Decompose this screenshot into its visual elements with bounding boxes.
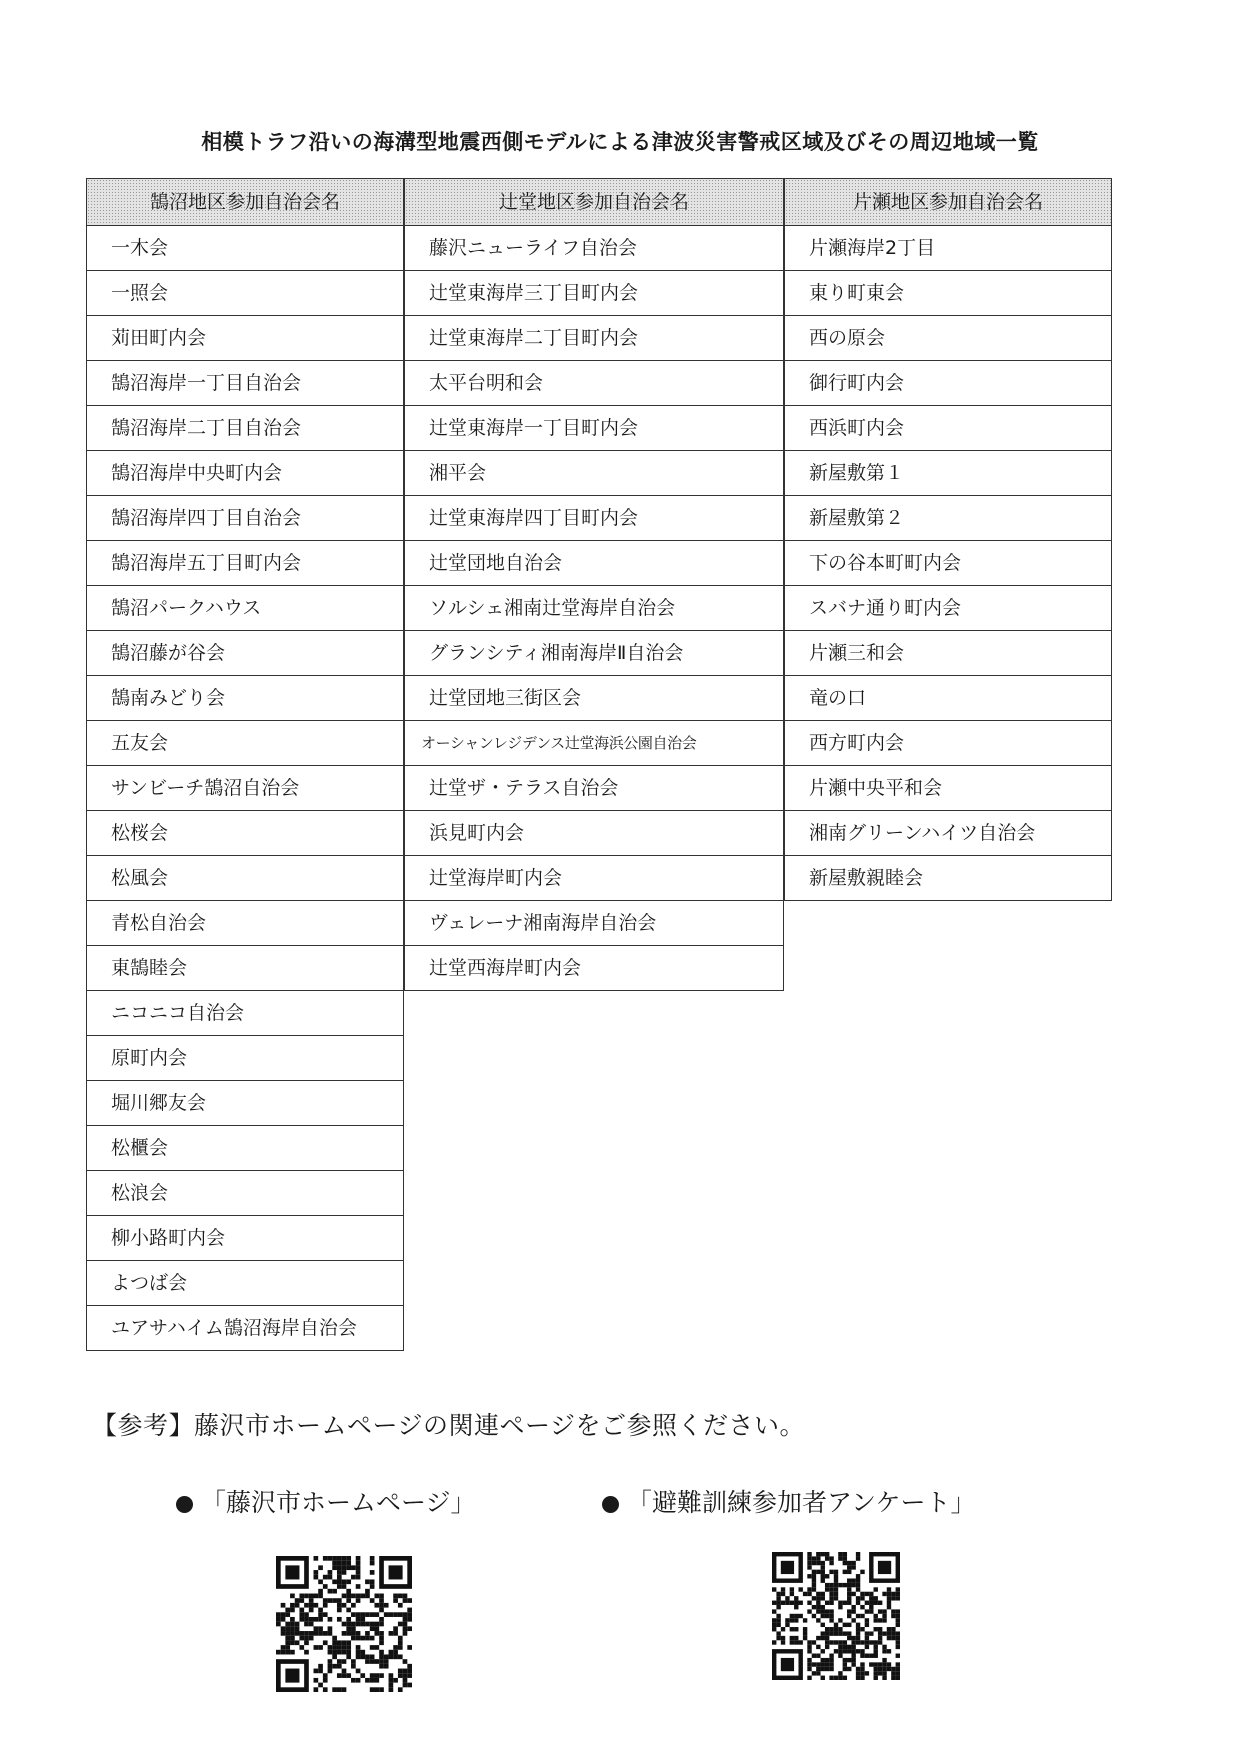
table-cell: 辻堂ザ・テラス自治会 (405, 766, 783, 811)
table-cell: 松浪会 (87, 1171, 403, 1216)
column-header: 片瀬地区参加自治会名 (785, 178, 1111, 226)
column-katase (784, 178, 1112, 901)
table-cell: 片瀬海岸2丁目 (785, 226, 1111, 271)
table-cell: 東鵠睦会 (87, 946, 403, 991)
reference-note: 【参考】藤沢市ホームページの関連ページをご参照ください。 (92, 1411, 806, 1440)
link-fujisawa-homepage[interactable] (176, 1483, 476, 1519)
table-cell: 御行町内会 (785, 361, 1111, 406)
table-cell: 西方町内会 (785, 721, 1111, 766)
table-cell: グランシティ湘南海岸Ⅱ自治会 (405, 631, 783, 676)
table-cell: 下の谷本町町内会 (785, 541, 1111, 586)
table-cell: 片瀬三和会 (785, 631, 1111, 676)
table-cell: 原町内会 (87, 1036, 403, 1081)
table-cell: 鵠沼海岸中央町内会 (87, 451, 403, 496)
table-cell: 辻堂東海岸一丁目町内会 (405, 406, 783, 451)
table-cell: 鵠沼海岸四丁目自治会 (87, 496, 403, 541)
qr-code-evacuation-survey[interactable] (772, 1552, 900, 1680)
table-cell: 鵠沼藤が谷会 (87, 631, 403, 676)
table-cell: 鵠沼海岸一丁目自治会 (87, 361, 403, 406)
table-cell: ユアサハイム鵠沼海岸自治会 (87, 1306, 403, 1351)
table-cell: 松桜会 (87, 811, 403, 856)
table-cell: 辻堂団地三街区会 (405, 676, 783, 721)
document-title: 相模トラフ沿いの海溝型地震西側モデルによる津波災害警戒区域及びその周辺地域一覧 (201, 130, 1039, 154)
table-cell: ソルシェ湘南辻堂海岸自治会 (405, 586, 783, 631)
table-cell: 鵠沼海岸二丁目自治会 (87, 406, 403, 451)
table-cell: 五友会 (87, 721, 403, 766)
table-cell: ニコニコ自治会 (87, 991, 403, 1036)
table-cell: 辻堂東海岸二丁目町内会 (405, 316, 783, 361)
table-cell: 竜の口 (785, 676, 1111, 721)
table-cell: 辻堂東海岸四丁目町内会 (405, 496, 783, 541)
table-cell: 藤沢ニューライフ自治会 (405, 226, 783, 271)
column-header: 鵠沼地区参加自治会名 (87, 178, 403, 226)
bullet-icon (176, 1496, 193, 1513)
table-cell: 一照会 (87, 271, 403, 316)
table-cell: オーシャンレジデンス辻堂海浜公園自治会 (405, 721, 783, 766)
table-cell: 新屋敷親睦会 (785, 856, 1111, 901)
table-cell: 鵠南みどり会 (87, 676, 403, 721)
table-cell: 太平台明和会 (405, 361, 783, 406)
table-cell: 辻堂西海岸町内会 (405, 946, 783, 991)
link-label: 「避難訓練参加者アンケート」 (627, 1488, 976, 1517)
table-cell: 松風会 (87, 856, 403, 901)
table-cell: 西浜町内会 (785, 406, 1111, 451)
column-header: 辻堂地区参加自治会名 (405, 178, 783, 226)
link-label: 「藤沢市ホームページ」 (201, 1488, 476, 1517)
bullet-icon (602, 1496, 619, 1513)
column-tsujido (404, 178, 784, 991)
table-cell: 辻堂東海岸三丁目町内会 (405, 271, 783, 316)
table-cell: 湘南グリーンハイツ自治会 (785, 811, 1111, 856)
table-cell: 辻堂海岸町内会 (405, 856, 783, 901)
table-cell: 鵠沼海岸五丁目町内会 (87, 541, 403, 586)
table-cell: スバナ通り町内会 (785, 586, 1111, 631)
table-cell: サンビーチ鵠沼自治会 (87, 766, 403, 811)
link-evacuation-survey[interactable] (602, 1483, 976, 1519)
table-cell: 松櫃会 (87, 1126, 403, 1171)
table-cell: ヴェレーナ湘南海岸自治会 (405, 901, 783, 946)
table-cell: 堀川郷友会 (87, 1081, 403, 1126)
table-cell: 柳小路町内会 (87, 1216, 403, 1261)
table-cell: 片瀬中央平和会 (785, 766, 1111, 811)
table-cell: 湘平会 (405, 451, 783, 496)
table-cell: 青松自治会 (87, 901, 403, 946)
qr-code-fujisawa-homepage[interactable] (276, 1556, 412, 1692)
table-cell: 新屋敷第１ (785, 451, 1111, 496)
table-cell: よつば会 (87, 1261, 403, 1306)
table-cell: 浜見町内会 (405, 811, 783, 856)
table-cell: 一木会 (87, 226, 403, 271)
table-cell: 西の原会 (785, 316, 1111, 361)
table-cell: 東り町東会 (785, 271, 1111, 316)
column-kugenuma (86, 178, 404, 1351)
table-cell: 新屋敷第２ (785, 496, 1111, 541)
table-cell: 鵠沼パークハウス (87, 586, 403, 631)
table-cell: 辻堂団地自治会 (405, 541, 783, 586)
table-cell: 苅田町内会 (87, 316, 403, 361)
